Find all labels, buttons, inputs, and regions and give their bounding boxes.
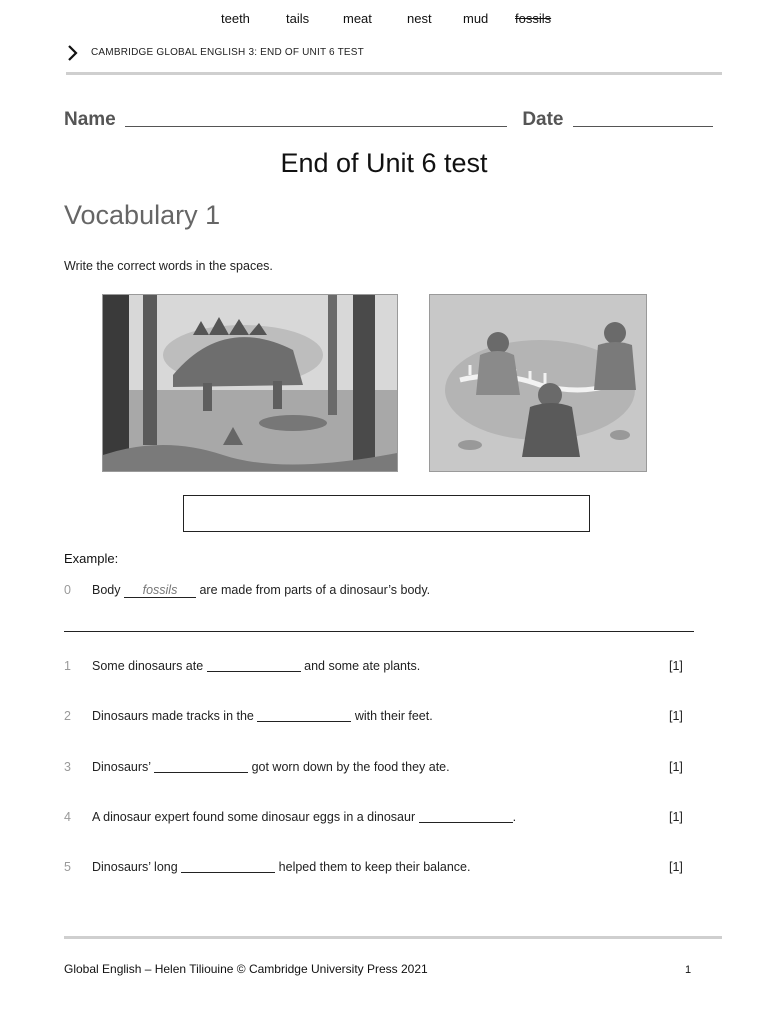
question-before-text: Dinosaurs’ long: [92, 860, 178, 874]
section-heading: Vocabulary 1: [64, 200, 221, 230]
question-after-text: .: [512, 810, 517, 824]
header-title: CAMBRIDGE GLOBAL ENGLISH 3: END OF UNIT 6 TEST: [91, 47, 364, 58]
example-answer: fossils: [124, 583, 196, 598]
question-before-text: A dinosaur expert found some dinosaur eggs in a dinosaur: [92, 810, 416, 824]
question-number: 3: [64, 760, 71, 774]
answer-blank[interactable]: [419, 810, 513, 823]
answer-blank[interactable]: [207, 659, 301, 672]
answer-blank[interactable]: [181, 860, 275, 873]
word-bank-item: teeth: [221, 11, 250, 26]
example-before-text: Body: [92, 583, 121, 597]
question-after-text: helped them to keep their balance.: [278, 860, 471, 874]
example-after-text: are made from parts of a dinosaur’s body.: [199, 583, 431, 597]
word-bank-item: nest: [407, 11, 432, 26]
question-before-text: Some dinosaurs ate: [92, 659, 204, 673]
question-before-text: Dinosaurs made tracks in the: [92, 709, 254, 723]
question-mark: [1]: [669, 709, 683, 723]
example-sentence: [92, 583, 430, 598]
header-divider: [66, 72, 722, 75]
date-blank[interactable]: [573, 108, 713, 127]
question-number: 4: [64, 810, 71, 824]
word-bank-item: meat: [343, 11, 372, 26]
footer-copyright: Global English – Helen Tiliouine © Cambridge University Press 2021: [64, 962, 428, 976]
question-mark: [1]: [669, 810, 683, 824]
name-label: Name: [64, 109, 116, 130]
fossil-dig-illustration: [429, 294, 647, 472]
name-date-line: [64, 108, 713, 131]
question-number: 5: [64, 860, 71, 874]
question-sentence: [92, 760, 450, 774]
question-before-text: Dinosaurs’: [92, 760, 151, 774]
instruction-text: Write the correct words in the spaces.: [64, 259, 273, 273]
page-title: End of Unit 6 test: [280, 148, 488, 178]
date-label: Date: [522, 109, 564, 130]
name-blank[interactable]: [125, 108, 507, 127]
question-mark: [1]: [669, 659, 683, 673]
section-separator: [64, 631, 694, 632]
answer-blank[interactable]: [154, 760, 248, 773]
word-bank-item: tails: [286, 11, 310, 26]
question-number: 2: [64, 709, 71, 723]
question-mark: [1]: [669, 760, 683, 774]
example-label: Example:: [64, 551, 119, 566]
question-mark: [1]: [669, 860, 683, 874]
example-number: 0: [64, 583, 71, 597]
answer-blank[interactable]: [257, 709, 351, 722]
question-sentence: [92, 810, 516, 824]
question-after-text: with their feet.: [354, 709, 433, 723]
question-sentence: [92, 709, 433, 723]
page-number: 1: [685, 964, 692, 976]
dinosaur-forest-illustration: [102, 294, 398, 472]
word-bank-box: [183, 495, 590, 532]
question-sentence: [92, 659, 420, 673]
question-after-text: got worn down by the food they ate.: [251, 760, 450, 774]
question-after-text: and some ate plants.: [304, 659, 421, 673]
question-sentence: [92, 860, 470, 874]
word-bank-item-crossed-out: fossils: [515, 11, 552, 26]
chevron-right-icon: [66, 43, 80, 63]
question-number: 1: [64, 659, 71, 673]
footer-divider: [64, 936, 722, 939]
word-bank-item: mud: [463, 11, 489, 26]
